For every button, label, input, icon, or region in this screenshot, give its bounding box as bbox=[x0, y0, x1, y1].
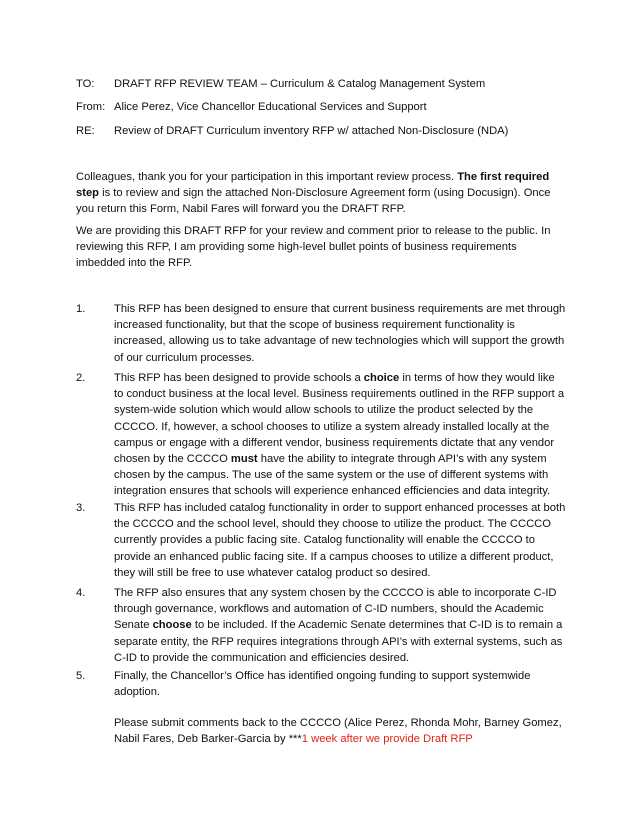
to-value: DRAFT RFP REVIEW TEAM – Curriculum & Catalog Management System bbox=[114, 78, 486, 90]
choice-emphasis: choice bbox=[363, 372, 400, 384]
choose-emphasis: choose bbox=[152, 619, 192, 632]
required-step-emphasis: The first required step bbox=[76, 171, 550, 200]
to-label: TO: bbox=[76, 78, 95, 90]
list-item-5 bbox=[76, 668, 566, 700]
re-line bbox=[76, 124, 508, 138]
list-item-text: This RFP has included catalog functionality in order to support enhanced processes at both the CCCCO and the school level, should they choose to utilize the product. The CCCCO currently provides a public facing site. Catalog functionality will enable the CCCCO to provide an enhanced public facing site. If a campus chooses to utilize a different product, they will still be free to use whatever catalog product so desired. bbox=[114, 502, 566, 579]
must-emphasis: must bbox=[230, 453, 258, 466]
list-item-3 bbox=[76, 500, 566, 581]
intro-paragraph-1: Colleagues, thank you for your participation in this important review process. The first required step is to review and sign the attached Non-Disclosure Agreement form (using Docusign). Once you return this Form, Nabil Fares will forward you the DRAFT RFP. bbox=[76, 171, 551, 216]
closing-paragraph: Please submit comments back to the CCCCO (Alice Perez, Rhonda Mohr, Barney Gomez, Nabil Fares, Deb Barker-Garcia by ***1 week after we provide Draft RFP bbox=[114, 717, 562, 746]
re-value: Review of DRAFT Curriculum inventory RFP w/ attached Non-Disclosure (NDA) bbox=[114, 125, 509, 137]
list-item-text: This RFP has been designed to ensure that current business requirements are met through increased functionality, but that the scope of business requirement functionality is increased, allowing us to take advantage of new technologies which will support the growth of our curriculum processes. bbox=[114, 303, 566, 364]
intro-paragraph-2: We are providing this DRAFT RFP for your review and comment prior to release to the public. In reviewing this RFP, I am providing some high-level bullet points of business requirements imbedded into the RFP. bbox=[76, 225, 551, 270]
list-item-text: The RFP also ensures that any system chosen by the CCCCO is able to incorporate C-ID through governance, workflows and automation of C-ID numbers, should the Academic Senate choose to be included. If the Academic Senate determines that C-ID is to remain a separate entity, the RFP requires integrations through API’s with external systems, such as C-ID to provide the communication and efficiencies desired. bbox=[114, 587, 563, 664]
list-number: 5. bbox=[76, 670, 86, 682]
from-label: From: bbox=[76, 101, 106, 113]
to-line bbox=[76, 77, 485, 91]
list-number: 4. bbox=[76, 587, 86, 599]
re-label: RE: bbox=[76, 125, 95, 137]
list-item-4 bbox=[76, 585, 566, 666]
list-number: 3. bbox=[76, 502, 86, 514]
list-item-2 bbox=[76, 370, 566, 500]
list-item-1 bbox=[76, 301, 566, 366]
list-number: 2. bbox=[76, 372, 86, 384]
from-value: Alice Perez, Vice Chancellor Educational Services and Support bbox=[114, 101, 427, 113]
from-line bbox=[76, 100, 427, 114]
list-number: 1. bbox=[76, 303, 86, 315]
deadline-text: 1 week after we provide Draft RFP bbox=[301, 733, 473, 746]
list-item-text: Finally, the Chancellor’s Office has identified ongoing funding to support systemwide adoption. bbox=[114, 670, 531, 699]
list-item-text: This RFP has been designed to provide schools a choice in terms of how they would like to conduct business at the local level. Business requirements outlined in the RFP support a system-wide solution which would allow schools to utilize the product selected by the CCCCO. If, however, a school chooses to utilize a system already installed locally at the campus or engage with a different vendor, business requirements dictate that any vendor chosen by the CCCCO must have the ability to integrate through API’s with any system chosen by the campus. The use of the same system or the use of different systems with integration ensures that schools will experience enhanced efficiencies and data integrity. bbox=[114, 372, 565, 498]
